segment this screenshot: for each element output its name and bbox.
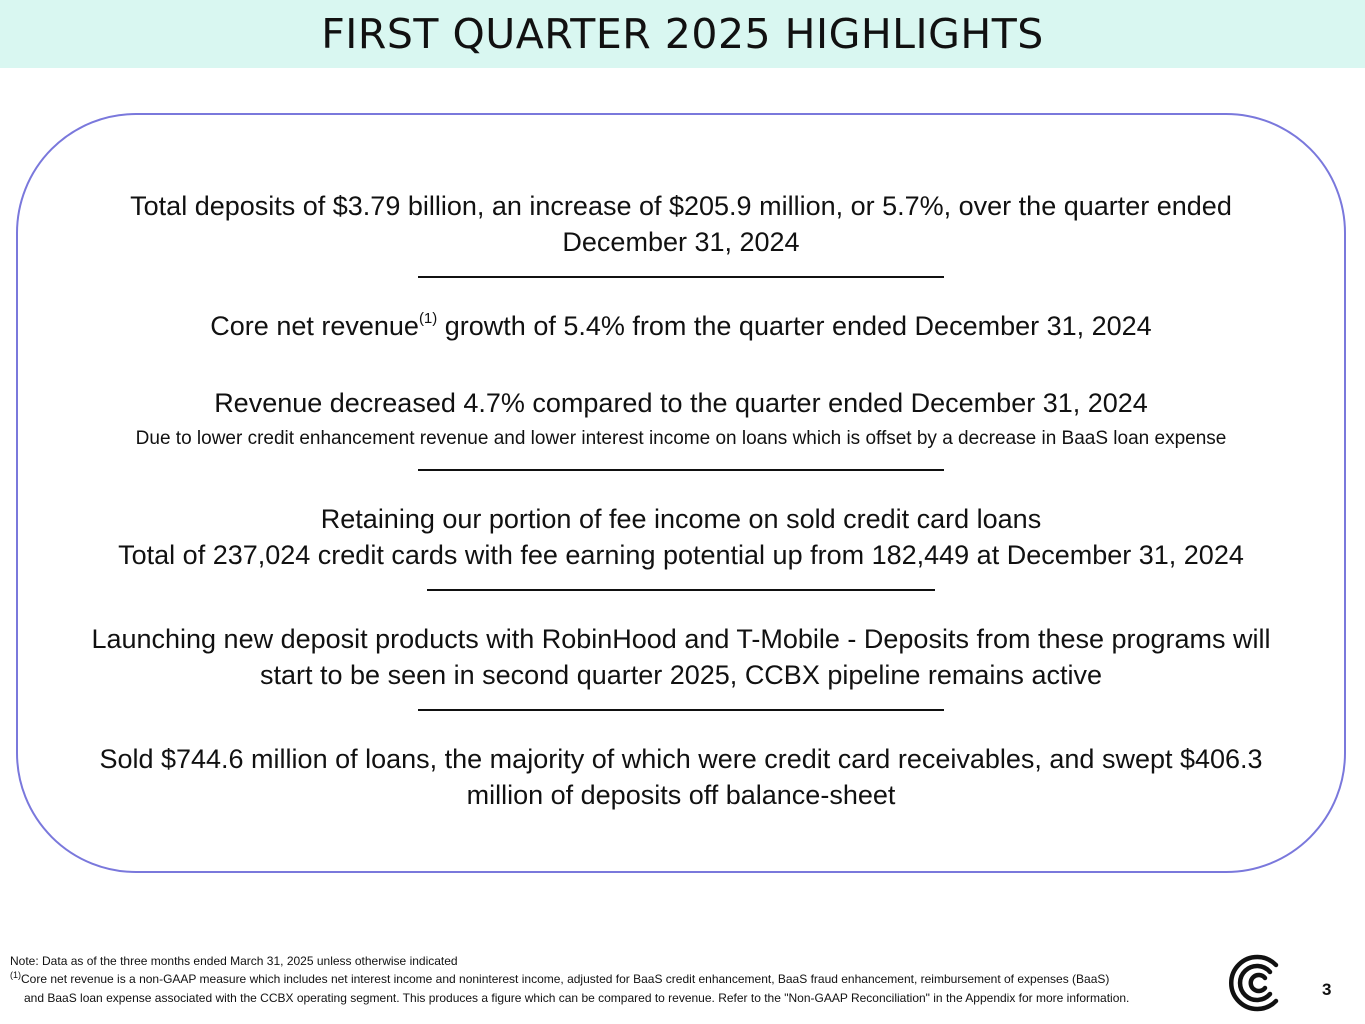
fee-income-highlight-line-2: Total of 237,024 credit cards with fee earning potential up from 182,449 at December 31, 2024 — [118, 540, 1244, 570]
revenue-explanation: Due to lower credit enhancement revenue and lower interest income on loans which is offset by a decrease in BaaS loan expense — [135, 428, 1227, 449]
deposits-highlight-line-2: December 31, 2024 — [562, 227, 800, 257]
footnote-line-2: and BaaS loan expense associated with the CCBX operating segment. This produces a figure which can be compared to revenue. Refer to the "Non-GAAP Reconciliation" in the Appendix for more information. — [24, 991, 1130, 1005]
deposits-highlight-line-1: Total deposits of $3.79 billion, an increase of $205.9 million, or 5.7%, over the quarter ended — [130, 191, 1232, 221]
section-divider — [427, 589, 935, 591]
core-revenue-label: Core net revenue — [210, 311, 419, 341]
highlights-content — [18, 188, 1344, 813]
footnote-marker: (1) — [10, 970, 21, 980]
data-note: Note: Data as of the three months ended March 31, 2025 unless otherwise indicated — [10, 954, 458, 968]
launch-highlight-line-2: start to be seen in second quarter 2025, CCBX pipeline remains active — [260, 660, 1102, 690]
footnote-text-1: Core net revenue is a non-GAAP measure which includes net interest income and noninterest income, adjusted for BaaS credit enhancement, BaaS fraud enhancement, reimbursement of expenses (BaaS) — [21, 972, 1110, 986]
core-revenue-highlight — [18, 308, 1344, 349]
core-revenue-growth-text: growth of 5.4% from the quarter ended December 31, 2024 — [437, 311, 1152, 341]
fee-income-highlight-line-1: Retaining our portion of fee income on sold credit card loans — [320, 504, 1042, 534]
section-divider — [418, 276, 944, 278]
loan-sales-highlight-line-2: million of deposits off balance-sheet — [466, 780, 896, 810]
highlights-panel — [16, 113, 1346, 873]
company-logo-icon — [1227, 952, 1289, 1014]
section-divider — [418, 709, 944, 711]
footnotes — [10, 952, 1230, 1007]
loan-sales-highlight-line-1: Sold $744.6 million of loans, the majority of which were credit card receivables, and swept $406.3 — [99, 744, 1263, 774]
page-number: 3 — [1322, 980, 1332, 999]
page-title: FIRST QUARTER 2025 HIGHLIGHTS — [321, 10, 1044, 58]
footnote-marker: (1) — [418, 310, 438, 327]
revenue-highlight: Revenue decreased 4.7% compared to the quarter ended December 31, 2024 — [214, 388, 1148, 418]
launch-highlight-line-1: Launching new deposit products with RobinHood and T-Mobile - Deposits from these programs will — [91, 624, 1271, 654]
section-divider — [418, 469, 944, 471]
footnote-line-1 — [10, 970, 1230, 989]
